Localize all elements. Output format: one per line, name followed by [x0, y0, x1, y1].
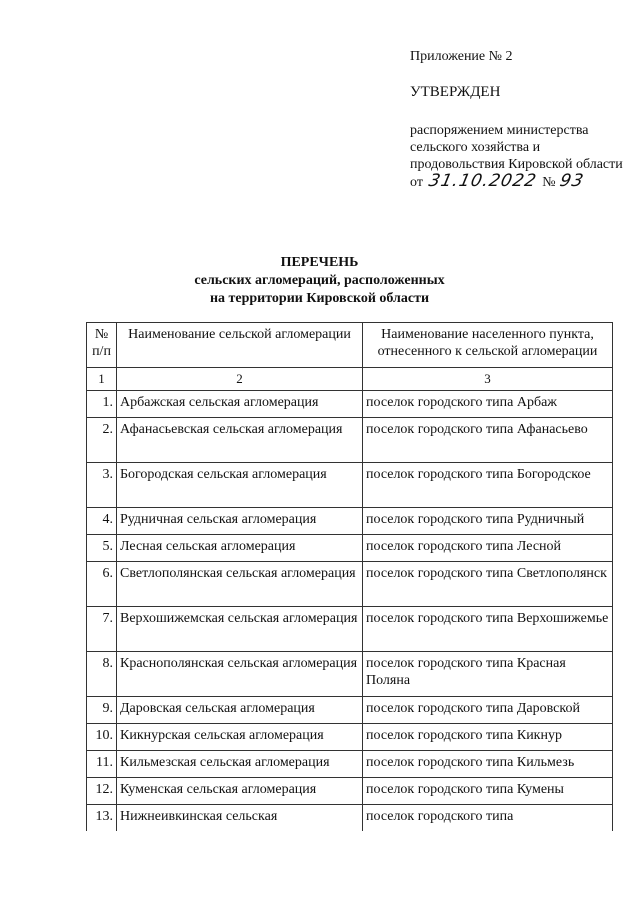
row-number: 8. — [87, 652, 117, 697]
document-title — [0, 254, 639, 308]
row-number: 1. — [87, 391, 117, 418]
agglomeration-cell: Богородская сельская агломерация — [117, 463, 363, 508]
settlement-cell: поселок городского типа Кильмезь — [363, 751, 613, 778]
index-cell: 3 — [363, 368, 613, 391]
from-label: от — [410, 175, 423, 190]
table-row — [87, 778, 613, 805]
table-row — [87, 652, 613, 697]
settlement-cell: поселок городского типа Верхошижемье — [363, 607, 613, 652]
settlement-cell: поселок городского типа Кумены — [363, 778, 613, 805]
table-row — [87, 418, 613, 463]
table-row — [87, 697, 613, 724]
index-cell: 2 — [117, 368, 363, 391]
agglomeration-cell: Нижнеивкинская сельская — [117, 805, 363, 832]
title-line-2: сельских агломераций, расположенных — [194, 273, 445, 288]
settlement-cell: поселок городского типа Рудничный — [363, 508, 613, 535]
agglomeration-cell: Светлополянская сельская агломерация — [117, 562, 363, 607]
row-number: 12. — [87, 778, 117, 805]
agglomeration-cell: Лесная сельская агломерация — [117, 535, 363, 562]
agglomeration-cell: Куменская сельская агломерация — [117, 778, 363, 805]
table-row — [87, 391, 613, 418]
row-number: 6. — [87, 562, 117, 607]
index-cell: 1 — [87, 368, 117, 391]
table-row — [87, 562, 613, 607]
row-number: 13. — [87, 805, 117, 832]
approved-label: УТВЕРЖДЕН — [410, 84, 501, 100]
order-text: распоряжением министерства сельского хозяйства и продовольствия Кировской области — [410, 123, 623, 172]
handwritten-number: 93 — [557, 171, 586, 191]
settlement-cell: поселок городского типа Даровской — [363, 697, 613, 724]
agglomeration-cell: Кильмезская сельская агломерация — [117, 751, 363, 778]
table-row — [87, 508, 613, 535]
approval-block — [410, 48, 635, 191]
table-header-row — [87, 323, 613, 368]
title-line-3: на территории Кировской области — [209, 291, 430, 306]
handwritten-date: 31.10.2022 — [426, 171, 539, 191]
settlement-cell: поселок городского типа Арбаж — [363, 391, 613, 418]
agglomeration-cell: Афанасьевская сельская агломерация — [117, 418, 363, 463]
agglomeration-cell: Кикнурская сельская агломерация — [117, 724, 363, 751]
settlement-cell: поселок городского типа Лесной — [363, 535, 613, 562]
title-line-1: ПЕРЕЧЕНЬ — [280, 255, 359, 270]
header-settlement: Наименование населенного пункта, отнесенного к сельской агломерации — [363, 323, 613, 368]
table-row — [87, 607, 613, 652]
row-number: 10. — [87, 724, 117, 751]
row-number: 9. — [87, 697, 117, 724]
agglomeration-cell: Арбажская сельская агломерация — [117, 391, 363, 418]
settlement-cell: поселок городского типа Кикнур — [363, 724, 613, 751]
annex-label: Приложение № 2 — [410, 49, 513, 64]
number-sign: № — [542, 175, 556, 190]
table-row — [87, 463, 613, 508]
row-number: 3. — [87, 463, 117, 508]
table-index-row — [87, 368, 613, 391]
settlement-cell: поселок городского типа Богородское — [363, 463, 613, 508]
table-row — [87, 751, 613, 778]
table-row — [87, 805, 613, 832]
agglomeration-cell: Верхошижемская сельская агломерация — [117, 607, 363, 652]
settlement-cell: поселок городского типа — [363, 805, 613, 832]
header-num: № п/п — [87, 323, 117, 368]
agglomeration-cell: Даровская сельская агломерация — [117, 697, 363, 724]
agglomeration-cell: Краснополянская сельская агломерация — [117, 652, 363, 697]
settlement-cell: поселок городского типа Афанасьево — [363, 418, 613, 463]
agglomeration-cell: Рудничная сельская агломерация — [117, 508, 363, 535]
header-agglomeration: Наименование сельской агломерации — [117, 323, 363, 368]
settlement-cell: поселок городского типа Светлополянск — [363, 562, 613, 607]
table-row — [87, 724, 613, 751]
table-row — [87, 535, 613, 562]
agglomeration-table — [86, 322, 613, 831]
settlement-cell: поселок городского типа Красная Поляна — [363, 652, 613, 697]
row-number: 4. — [87, 508, 117, 535]
row-number: 11. — [87, 751, 117, 778]
row-number: 7. — [87, 607, 117, 652]
row-number: 5. — [87, 535, 117, 562]
date-line — [410, 173, 635, 191]
row-number: 2. — [87, 418, 117, 463]
